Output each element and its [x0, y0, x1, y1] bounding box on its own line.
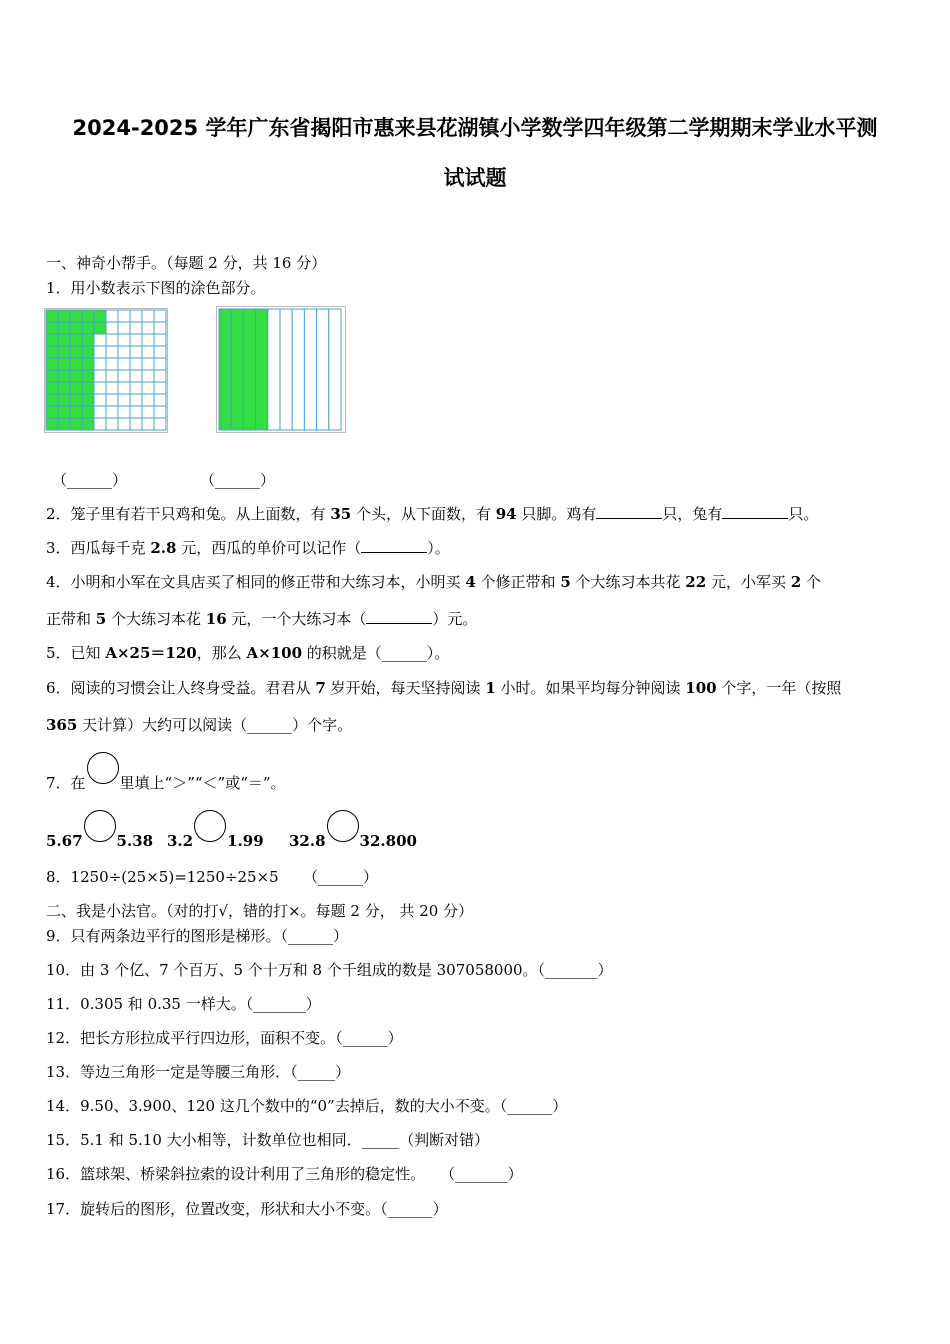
strip-shaded — [219, 309, 231, 430]
grid-cell — [94, 370, 106, 382]
grid-cell — [94, 418, 106, 430]
grid-cell-shaded — [46, 418, 58, 430]
comparison-circle-2[interactable] — [194, 810, 226, 842]
grid-cell — [130, 334, 142, 346]
answer-blank-strips[interactable]: （______） — [200, 471, 276, 489]
grid-cell-shaded — [46, 346, 58, 358]
grid-cell — [106, 394, 118, 406]
grid-cell — [142, 346, 154, 358]
judge-question-13: 13．等边三角形一定是等腰三角形．（_____） — [46, 1063, 351, 1081]
page-title-line-1: 2024-2025 学年广东省揭阳市惠来县花湖镇小学数学四年级第二学期期末学业水平测 — [72, 116, 878, 140]
grid-cell-shaded — [94, 310, 106, 322]
grid-cell — [154, 346, 166, 358]
grid-cell — [130, 394, 142, 406]
grid-cell-shaded — [58, 322, 70, 334]
grid-cell — [118, 418, 130, 430]
section-2-heading: 二、我是小法官。（对的打√，错的打×。每题 2 分， 共 20 分） — [46, 902, 474, 920]
grid-cell — [154, 334, 166, 346]
comparison-circle-3[interactable] — [327, 810, 359, 842]
grid-cell — [130, 406, 142, 418]
grid-cell — [106, 418, 118, 430]
question-6-line-2: 365 天计算）大约可以阅读（______）个字。 — [46, 716, 353, 734]
grid-cell-shaded — [70, 358, 82, 370]
judge-question-12: 12．把长方形拉成平行四边形，面积不变。（______） — [46, 1029, 403, 1047]
judge-question-14: 14．9.50、3.900、120 这几个数中的“0”去掉后，数的大小不变。（______） — [46, 1097, 568, 1115]
strip — [292, 309, 304, 430]
grid-cell-shaded — [58, 334, 70, 346]
grid-cell-shaded — [70, 322, 82, 334]
grid-cell-shaded — [58, 346, 70, 358]
grid-cell — [94, 406, 106, 418]
grid-cell — [118, 370, 130, 382]
grid-cell-shaded — [82, 334, 94, 346]
grid-cell-shaded — [82, 358, 94, 370]
grid-cell-shaded — [70, 334, 82, 346]
grid-cell — [154, 394, 166, 406]
judge-question-9: 9．只有两条边平行的图形是梯形。（______） — [46, 927, 349, 945]
grid-cell — [94, 346, 106, 358]
grid-cell — [106, 382, 118, 394]
grid-cell-shaded — [46, 334, 58, 346]
grid-cell-shaded — [58, 370, 70, 382]
grid-cell — [130, 370, 142, 382]
question-3: 3．西瓜每千克 2.8 元，西瓜的单价可以记作（ ）。 — [46, 539, 450, 557]
grid-cell — [142, 394, 154, 406]
grid-cell-shaded — [82, 322, 94, 334]
grid-cell — [118, 382, 130, 394]
grid-cell — [130, 418, 142, 430]
grid-cell — [94, 394, 106, 406]
question-1-text: 1．用小数表示下图的涂色部分。 — [46, 279, 266, 297]
grid-cell — [130, 358, 142, 370]
grid-cell-shaded — [82, 310, 94, 322]
grid-cell-shaded — [46, 406, 58, 418]
question-2: 2．笼子里有若干只鸡和兔。从上面数，有 35 个头，从下面数，有 94 只脚。鸡有 只，兔有 只。 — [46, 505, 819, 523]
grid-cell-shaded — [46, 358, 58, 370]
strip — [317, 309, 329, 430]
grid-cell-shaded — [94, 322, 106, 334]
question-5: 5．已知 A×25＝120，那么 A×100 的积就是（______）。 — [46, 644, 450, 662]
grid-cell — [142, 382, 154, 394]
grid-cell-shaded — [46, 382, 58, 394]
comparison-circle-example — [87, 752, 119, 784]
answer-blank-rabbits[interactable] — [722, 504, 788, 519]
question-4-line-1: 4．小明和小军在文具店买了相同的修正带和大练习本，小明买 4 个修正带和 5 个大练习本共花 22 元，小军买 2 个 — [46, 573, 821, 591]
grid-cell-shaded — [46, 370, 58, 382]
grid-cell — [106, 406, 118, 418]
grid-cell — [154, 310, 166, 322]
grid-cell-shaded — [82, 382, 94, 394]
grid-cell-shaded — [58, 382, 70, 394]
answer-blank-q8[interactable]: （______） — [303, 868, 379, 886]
grid-cell — [142, 358, 154, 370]
grid-cell — [118, 322, 130, 334]
grid-cell — [142, 418, 154, 430]
answer-blank-chickens[interactable] — [596, 504, 662, 519]
grid-cell — [118, 394, 130, 406]
answer-blank-unit-price[interactable] — [361, 538, 427, 553]
grid-cell-shaded — [82, 346, 94, 358]
grid-cell — [154, 418, 166, 430]
grid-cell — [118, 406, 130, 418]
grid-cell — [118, 334, 130, 346]
grid-cell-shaded — [70, 370, 82, 382]
grid-cell-shaded — [70, 382, 82, 394]
grid-cell — [94, 358, 106, 370]
grid-cell — [130, 322, 142, 334]
grid-cell-shaded — [70, 418, 82, 430]
question-8-text: 8．1250÷(25×5)=1250÷25×5 — [46, 868, 279, 886]
grid-cell-shaded — [82, 394, 94, 406]
grid-cell-shaded — [58, 358, 70, 370]
grid-cell — [142, 334, 154, 346]
grid-cell-shaded — [58, 394, 70, 406]
tenth-strips-figure — [216, 306, 346, 433]
hundred-grid-figure — [44, 308, 168, 433]
comparison-pair-1: 5.67 5.38 — [46, 810, 153, 850]
grid-cell-shaded — [46, 394, 58, 406]
grid-cell-shaded — [70, 406, 82, 418]
grid-cell-shaded — [46, 322, 58, 334]
grid-cell — [106, 358, 118, 370]
grid-cell — [106, 346, 118, 358]
judge-question-17: 17．旋转后的图形，位置改变，形状和大小不变。（______） — [46, 1200, 448, 1218]
grid-cell — [106, 310, 118, 322]
grid-cell — [130, 310, 142, 322]
page-title-line-2: 试试题 — [443, 166, 507, 190]
grid-cell — [106, 334, 118, 346]
grid-cell-shaded — [82, 370, 94, 382]
grid-cell-shaded — [46, 310, 58, 322]
grid-cell — [142, 322, 154, 334]
grid-cell — [154, 382, 166, 394]
grid-cell-shaded — [58, 406, 70, 418]
comparison-pair-2: 3.2 1.99 — [167, 810, 264, 850]
judge-question-15: 15．5.1 和 5.10 大小相等，计数单位也相同．_____（判断对错） — [46, 1131, 490, 1149]
grid-cell-shaded — [58, 418, 70, 430]
judge-question-10: 10．由 3 个亿、7 个百万、5 个十万和 8 个千组成的数是 307058000。（_______） — [46, 961, 613, 979]
grid-cell — [154, 406, 166, 418]
grid-cell — [106, 370, 118, 382]
grid-cell — [154, 358, 166, 370]
grid-cell-shaded — [70, 394, 82, 406]
grid-cell — [154, 322, 166, 334]
judge-question-11: 11．0.305 和 0.35 一样大。（_______） — [46, 995, 321, 1013]
strip — [304, 309, 316, 430]
grid-cell — [118, 346, 130, 358]
grid-cell — [154, 370, 166, 382]
grid-cell — [118, 310, 130, 322]
section-1-heading: 一、神奇小帮手。（每题 2 分，共 16 分） — [46, 254, 327, 272]
grid-cell — [142, 370, 154, 382]
question-6-line-1: 6．阅读的习惯会让人终身受益。君君从 7 岁开始，每天坚持阅读 1 小时。如果平均每分钟阅读 100 个字，一年（按照 — [46, 679, 842, 697]
comparison-circle-1[interactable] — [84, 810, 116, 842]
grid-cell-shaded — [58, 310, 70, 322]
grid-cell — [142, 310, 154, 322]
strip-shaded — [231, 309, 243, 430]
grid-cell — [130, 382, 142, 394]
grid-cell — [130, 346, 142, 358]
grid-cell-shaded — [82, 418, 94, 430]
judge-question-16: 16．篮球架、桥梁斜拉索的设计利用了三角形的稳定性。 （_______） — [46, 1165, 523, 1183]
strip — [280, 309, 292, 430]
answer-blank-grid[interactable]: （______） — [52, 471, 128, 489]
strip-shaded — [256, 309, 268, 430]
strip — [268, 309, 280, 430]
strip — [329, 309, 341, 430]
grid-cell — [142, 406, 154, 418]
grid-cell-shaded — [82, 406, 94, 418]
grid-cell — [118, 358, 130, 370]
grid-cell — [94, 382, 106, 394]
question-7-instruction: 7．在 里填上“＞”“＜”或“＝”。 — [46, 752, 286, 793]
strip-shaded — [243, 309, 255, 430]
comparison-pair-3: 32.8 32.800 — [289, 810, 417, 850]
answer-blank-notebook-price[interactable] — [366, 609, 432, 624]
grid-cell-shaded — [70, 346, 82, 358]
question-4-line-2: 正带和 5 个大练习本花 16 元，一个大练习本（ ）元。 — [46, 610, 478, 628]
grid-cell — [94, 334, 106, 346]
grid-cell — [106, 322, 118, 334]
grid-cell-shaded — [70, 310, 82, 322]
